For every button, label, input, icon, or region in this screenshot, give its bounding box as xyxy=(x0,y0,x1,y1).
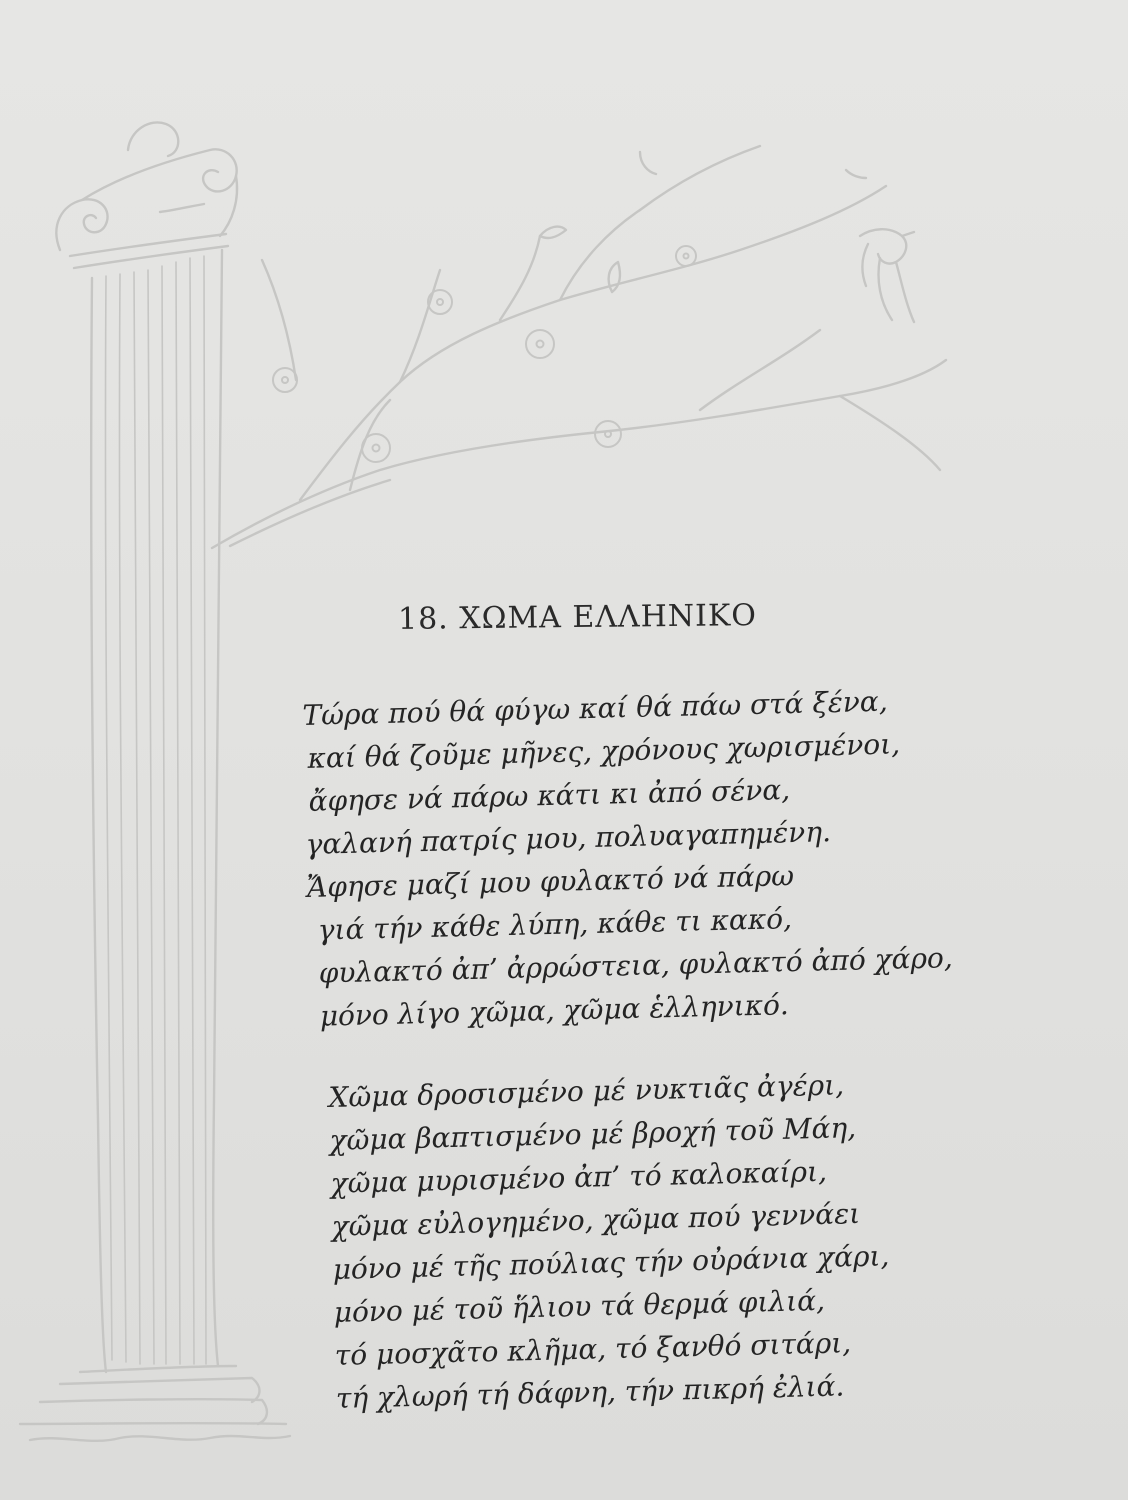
poem-stanza-1 xyxy=(302,678,954,1038)
poem-line: τή χλωρή τή δάφνη, τήν πικρή ἐλιά. xyxy=(335,1369,845,1415)
poem-stanza-2 xyxy=(328,1062,893,1420)
poem-line: μόνο μέ τῆς πούλιας τήν οὐράνια χάρι, xyxy=(332,1239,890,1286)
poem-line: γαλανή πατρίς μου, πολυαγαπημένη. xyxy=(305,815,832,861)
poem-line: μόνο λίγο χῶμα, χῶμα ἑλληνικό. xyxy=(319,988,790,1033)
poem-line: τό μοσχᾶτο κλῆμα, τό ξανθό σιτάρι, xyxy=(334,1326,852,1372)
poem-line: Ἄφησε μαζί μου φυλακτό νά πάρω xyxy=(306,859,795,904)
poem-line: Χῶμα δροσισμένο μέ νυκτιᾶς ἀγέρι, xyxy=(328,1068,845,1114)
ionic-column-sketch xyxy=(20,122,290,1440)
bird-sketch xyxy=(860,229,914,322)
poem-line: γιά τήν κάθε λύπη, κάθε τι κακό, xyxy=(317,902,793,947)
poem-title: 18. ΧΩΜΑ ΕΛΛΗΝΙΚΟ xyxy=(397,598,758,637)
poem-line: μόνο μέ τοῦ ἥλιου τά θερμά φιλιά, xyxy=(333,1283,826,1329)
poem-line: ἄφησε νά πάρω κάτι κι ἀπό σένα, xyxy=(308,773,791,818)
poem-line: φυλακτό ἀπ’ ἀρρώστεια, φυλακτό ἀπό χάρο, xyxy=(318,941,954,990)
poem-line: χῶμα βαπτισμένο μέ βροχή τοῦ Μάη, xyxy=(329,1111,857,1157)
poem-line: χῶμα μυρισμένο ἀπ’ τό καλοκαίρι, xyxy=(330,1154,828,1200)
poem-line: Τώρα πού θά φύγω καί θά πάω στά ξένα, xyxy=(302,684,889,732)
blossom-branch-sketch xyxy=(212,146,946,548)
poem-line: χῶμα εὐλογημένο, χῶμα πού γεννάει xyxy=(331,1197,861,1243)
poem-line: καί θά ζοῦμε μῆνες, χρόνους χωρισμένοι, xyxy=(307,727,901,775)
